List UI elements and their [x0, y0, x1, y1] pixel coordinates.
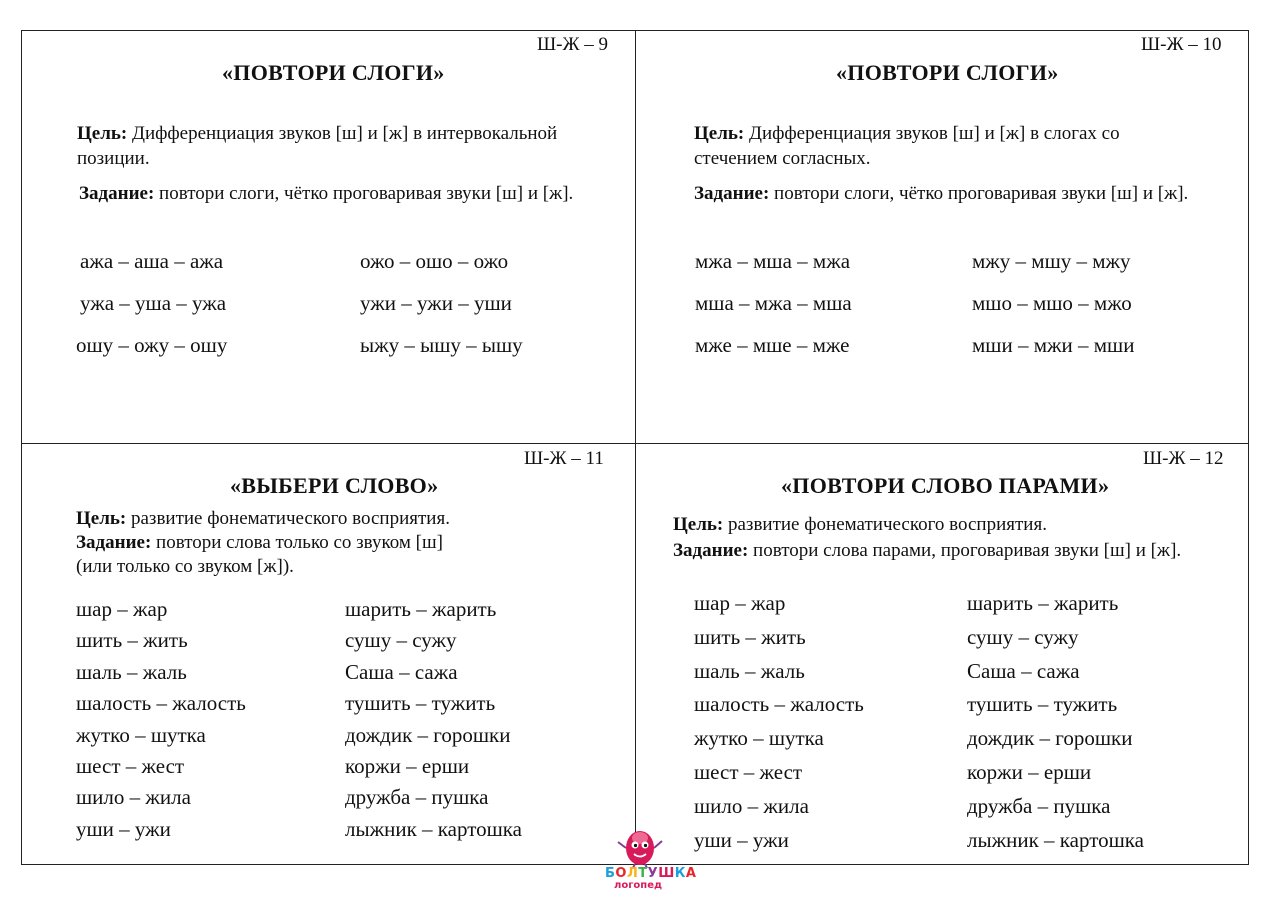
logo-letter: К: [674, 866, 686, 881]
list-item: шаль – жаль: [76, 659, 187, 684]
list-item: Саша – сажа: [967, 658, 1080, 683]
list-item: коржи – ерши: [345, 754, 470, 779]
card-goal: [77, 121, 637, 171]
list-item: сушу – сужу: [345, 628, 457, 653]
list-item: ыжу – ышу – ышу: [360, 333, 523, 357]
list-item: дружба – пушка: [967, 793, 1111, 818]
list-item: ожо – ошо – ожо: [360, 249, 509, 273]
list-item: мжа – мша – мжа: [695, 249, 851, 273]
list-item: сушу – сужу: [967, 624, 1079, 649]
list-item: ажа – аша – ажа: [80, 249, 224, 273]
logo-letter: Л: [626, 866, 639, 881]
list-item: шар – жар: [76, 597, 168, 621]
goal-text: развитие фонематического восприятия.: [131, 508, 450, 529]
list-item: жутко – шутка: [694, 726, 824, 751]
list-item: ужи – ужи – уши: [360, 291, 512, 315]
task-label: Задание:: [673, 540, 749, 561]
list-item: уши – ужи: [694, 827, 789, 852]
list-item: уши – ужи: [76, 816, 171, 841]
list-item: шалость – жалость: [694, 692, 864, 717]
logo-name: [605, 866, 696, 881]
list-item: мжу – мшу – мжу: [972, 249, 1131, 273]
list-item: шить – жить: [76, 628, 188, 653]
list-item: жутко – шутка: [76, 722, 206, 747]
logo-letter: У: [647, 866, 659, 881]
list-item: шест – жест: [694, 759, 803, 784]
word-list-right: [967, 587, 1144, 857]
syllable-list-right: [972, 240, 1134, 366]
goal-text-line2: позиции.: [77, 148, 150, 169]
syllable-list-left: [76, 240, 228, 366]
syllable-list-left: [695, 240, 852, 366]
task-text: повтори слоги, чётко проговаривая звуки [ш] и [ж].: [774, 183, 1189, 204]
syllable-list-right: [360, 240, 523, 366]
task-text: повтори слоги, чётко проговаривая звуки [ш] и [ж].: [159, 183, 574, 204]
list-item: шалость – жалость: [76, 691, 246, 716]
task-label: Задание:: [694, 183, 770, 204]
list-item: мже – мше – мже: [695, 333, 850, 357]
logo-letter: Б: [605, 866, 616, 881]
list-item: шарить – жарить: [967, 591, 1119, 615]
horizontal-divider: [21, 443, 1249, 444]
list-item: шить – жить: [694, 624, 806, 649]
list-item: шарить – жарить: [345, 597, 497, 621]
boltushka-logo: [600, 828, 697, 894]
word-list-left: [694, 587, 864, 857]
goal-label: Цель:: [694, 123, 745, 144]
card-title: «ПОВТОРИ СЛОГИ»: [836, 60, 1059, 85]
task-label: Задание:: [79, 183, 155, 204]
list-item: дождик – горошки: [345, 722, 511, 747]
card-task: [79, 181, 639, 206]
list-item: тушить – тужить: [345, 691, 496, 716]
list-item: ужа – уша – ужа: [80, 291, 227, 315]
list-item: лыжник – картошка: [345, 816, 522, 841]
card-title: «ПОВТОРИ СЛОГИ»: [222, 60, 445, 85]
goal-label: Цель:: [673, 514, 724, 535]
logo-letter: Ш: [658, 866, 675, 881]
card-code: Ш-Ж – 11: [524, 448, 604, 469]
list-item: мшо – мшо – мжо: [972, 291, 1132, 315]
list-item: мша – мжа – мша: [695, 291, 852, 315]
list-item: дождик – горошки: [967, 726, 1133, 751]
list-item: шест – жест: [76, 754, 185, 779]
task-text: повтори слова парами, проговаривая звуки [ш] и [ж].: [753, 540, 1182, 561]
card-code: Ш-Ж – 9: [537, 34, 609, 55]
card-code: Ш-Ж – 12: [1143, 448, 1224, 469]
card-title: «ВЫБЕРИ СЛОВО»: [230, 473, 439, 498]
task-text-line2: (или только со звуком [ж]).: [76, 556, 294, 577]
list-item: тушить – тужить: [967, 692, 1118, 717]
goal-label: Цель:: [77, 123, 128, 144]
goal-text: Дифференциация звуков [ш] и [ж] в слогах со: [749, 123, 1120, 144]
card-goal-and-task: [76, 507, 616, 579]
list-item: дружба – пушка: [345, 785, 489, 810]
logo-letter: О: [615, 866, 627, 881]
list-item: шило – жила: [694, 793, 809, 818]
list-item: лыжник – картошка: [967, 827, 1144, 852]
logo-subtitle: логопед: [614, 880, 663, 891]
list-item: коржи – ерши: [967, 759, 1092, 784]
card-goal-and-task: [673, 512, 1233, 564]
card-code: Ш-Ж – 10: [1141, 34, 1222, 55]
list-item: Саша – сажа: [345, 659, 458, 684]
list-item: мши – мжи – мши: [972, 333, 1135, 357]
task-text: повтори слова только со звуком [ш]: [156, 532, 443, 553]
goal-text: развитие фонематического восприятия.: [728, 514, 1047, 535]
card-goal: [694, 121, 1234, 171]
card-title: «ПОВТОРИ СЛОВО ПАРАМИ»: [781, 473, 1110, 498]
list-item: шаль – жаль: [694, 658, 805, 683]
list-item: шило – жила: [76, 785, 191, 810]
logo-letter: А: [685, 866, 697, 881]
mascot-icon: [600, 828, 680, 868]
logo-letter: Т: [638, 866, 648, 881]
word-list-left: [76, 594, 246, 845]
task-label: Задание:: [76, 532, 152, 553]
goal-text: Дифференциация звуков [ш] и [ж] в интервокальной: [132, 123, 558, 144]
list-item: ошу – ожу – ошу: [76, 333, 228, 357]
list-item: шар – жар: [694, 591, 786, 615]
goal-text-line2: стечением согласных.: [694, 148, 871, 169]
word-list-right: [345, 594, 522, 845]
goal-label: Цель:: [76, 508, 127, 529]
card-task: [694, 181, 1239, 206]
